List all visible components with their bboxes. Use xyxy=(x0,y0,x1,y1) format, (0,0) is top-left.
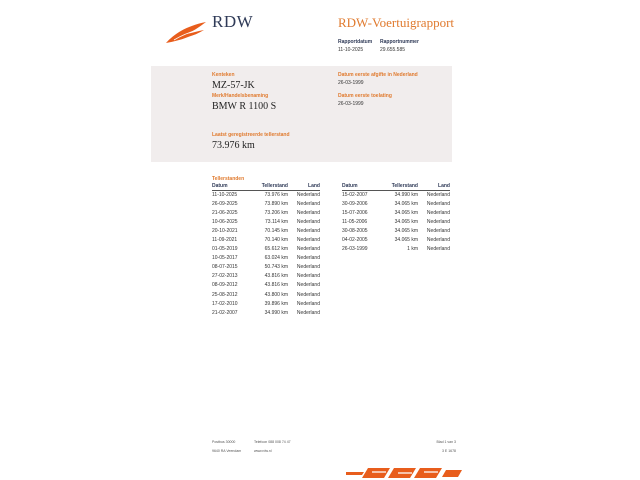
row-odometer: 39.896 km xyxy=(264,300,288,307)
row-date: 04-02-2005 xyxy=(342,237,368,244)
table-row xyxy=(342,245,450,254)
table-row xyxy=(342,226,450,235)
table-row xyxy=(212,290,320,299)
column-header-odometer: Tellerstand xyxy=(376,183,418,190)
table-header-row xyxy=(212,183,320,190)
footer-page: Blad 1 van 3 xyxy=(436,440,456,444)
row-country: Nederland xyxy=(296,209,320,216)
plate-field xyxy=(212,72,255,92)
footer-contact xyxy=(254,440,291,454)
plate-value: MZ-57-JK xyxy=(212,80,255,91)
row-country: Nederland xyxy=(296,273,320,280)
table-row xyxy=(212,308,320,317)
row-country: Nederland xyxy=(426,218,450,225)
row-date: 27-02-2013 xyxy=(212,273,238,280)
table-row xyxy=(212,254,320,263)
row-country: Nederland xyxy=(426,237,450,244)
first-nl-value: 26-03-1999 xyxy=(338,80,364,86)
row-country: Nederland xyxy=(296,300,320,307)
row-country: Nederland xyxy=(296,218,320,225)
row-odometer: 63.024 km xyxy=(264,255,288,262)
odometer-value: 73.976 km xyxy=(212,140,255,151)
row-date: 21-02-2007 xyxy=(212,309,238,316)
odometer-table-left xyxy=(212,183,320,317)
row-country: Nederland xyxy=(296,282,320,289)
row-country: Nederland xyxy=(296,237,320,244)
table-row xyxy=(342,190,450,199)
row-date: 30-09-2006 xyxy=(342,200,368,207)
row-country: Nederland xyxy=(296,246,320,253)
table-row xyxy=(212,263,320,272)
row-odometer: 34.065 km xyxy=(394,237,418,244)
row-date: 10-06-2025 xyxy=(212,218,238,225)
row-odometer: 70.140 km xyxy=(264,237,288,244)
row-odometer: 34.065 km xyxy=(394,200,418,207)
footer-phone: Telefoon 088 008 74 47 xyxy=(254,440,291,444)
column-header-date: Datum xyxy=(342,183,376,190)
table-row xyxy=(212,281,320,290)
footer-city: 9640 RA Veendam xyxy=(212,449,242,453)
row-date: 30-08-2005 xyxy=(342,227,368,234)
row-country: Nederland xyxy=(296,191,320,198)
footer-page-info xyxy=(420,440,456,454)
row-date: 17-02-2010 xyxy=(212,300,238,307)
row-odometer: 43.800 km xyxy=(264,291,288,298)
row-odometer: 73.976 km xyxy=(264,191,288,198)
odometer-section-title: Tellerstanden xyxy=(212,176,245,182)
footer-website[interactable]: www.rdw.nl xyxy=(254,449,272,453)
row-country: Nederland xyxy=(426,246,450,253)
table-row xyxy=(212,208,320,217)
table-row xyxy=(212,199,320,208)
table-header-row xyxy=(342,183,450,190)
row-odometer: 73.890 km xyxy=(264,200,288,207)
table-row xyxy=(342,235,450,244)
first-admission-label: Datum eerste toelating xyxy=(338,93,392,99)
footer-address xyxy=(212,440,241,454)
column-header-country: Land xyxy=(288,183,320,190)
odometer-label: Laatst geregistreerde tellerstand xyxy=(212,132,290,138)
row-date: 21-06-2025 xyxy=(212,209,238,216)
table-row xyxy=(212,299,320,308)
column-header-date: Datum xyxy=(212,183,246,190)
row-odometer: 34.065 km xyxy=(394,218,418,225)
row-odometer: 34.990 km xyxy=(394,191,418,198)
table-row xyxy=(212,217,320,226)
row-date: 10-05-2017 xyxy=(212,255,238,262)
footer-postbus: Postbus 30000 xyxy=(212,440,236,444)
row-odometer: 34.065 km xyxy=(394,227,418,234)
first-admission-field xyxy=(338,93,392,108)
rdw-stripes-icon xyxy=(346,466,462,480)
report-date-label: Rapportdatum xyxy=(338,39,373,45)
row-date: 26-03-1999 xyxy=(342,246,368,253)
row-date: 11-10-2025 xyxy=(212,191,238,198)
row-country: Nederland xyxy=(296,200,320,207)
row-country: Nederland xyxy=(426,191,450,198)
row-country: Nederland xyxy=(426,209,450,216)
row-odometer: 70.145 km xyxy=(264,227,288,234)
brand-value: BMW R 1100 S xyxy=(212,101,277,112)
first-nl-field xyxy=(338,72,418,87)
table-row xyxy=(342,208,450,217)
row-date: 15-07-2006 xyxy=(342,209,368,216)
brand-field xyxy=(212,93,276,113)
row-date: 11-09-2021 xyxy=(212,237,238,244)
report-date-block xyxy=(338,38,372,54)
table-row xyxy=(342,217,450,226)
row-country: Nederland xyxy=(426,200,450,207)
row-odometer: 43.816 km xyxy=(264,273,288,280)
row-date: 25-08-2012 xyxy=(212,291,238,298)
table-row xyxy=(212,245,320,254)
report-date: 11-10-2025 xyxy=(338,47,364,53)
table-row xyxy=(342,199,450,208)
report-number-label: Rapportnummer xyxy=(380,39,419,45)
column-header-country: Land xyxy=(418,183,450,190)
brand-label: Merk/Handelsbenaming xyxy=(212,93,269,99)
first-nl-label: Datum eerste afgifte in Nederland xyxy=(338,72,418,78)
row-date: 20-10-2021 xyxy=(212,227,238,234)
plate-label: Kenteken xyxy=(212,72,235,78)
report-number-block xyxy=(380,38,419,54)
table-row xyxy=(212,190,320,199)
row-date: 08-09-2012 xyxy=(212,282,238,289)
row-odometer: 43.816 km xyxy=(264,282,288,289)
table-row xyxy=(212,272,320,281)
first-admission-value: 26-03-1999 xyxy=(338,101,364,107)
row-date: 08-07-2015 xyxy=(212,264,238,271)
row-country: Nederland xyxy=(296,255,320,262)
odometer-table-right xyxy=(342,183,450,254)
row-date: 11-05-2006 xyxy=(342,218,368,225)
table-row xyxy=(212,226,320,235)
row-country: Nederland xyxy=(296,264,320,271)
row-country: Nederland xyxy=(296,291,320,298)
row-odometer: 73.114 km xyxy=(265,218,288,225)
row-odometer: 34.990 km xyxy=(264,309,288,316)
report-number: 29.655.585 xyxy=(380,47,406,53)
table-row xyxy=(212,235,320,244)
report-title: RDW-Voertuigrapport xyxy=(338,15,455,30)
row-odometer: 34.065 km xyxy=(394,209,418,216)
row-country: Nederland xyxy=(426,227,450,234)
row-odometer: 1 km xyxy=(407,246,418,253)
row-country: Nederland xyxy=(296,227,320,234)
logo-text: RDW xyxy=(212,12,254,31)
row-date: 15-02-2007 xyxy=(342,191,368,198)
row-date: 01-05-2019 xyxy=(212,246,238,253)
footer-code: 3 E 1678 xyxy=(441,449,456,453)
row-odometer: 65.612 km xyxy=(264,246,288,253)
column-header-odometer: Tellerstand xyxy=(246,183,288,190)
row-country: Nederland xyxy=(296,309,320,316)
rdw-logo-icon xyxy=(164,20,208,44)
odometer-field xyxy=(212,132,290,152)
row-date: 26-09-2025 xyxy=(212,200,238,207)
row-odometer: 73.206 km xyxy=(264,209,288,216)
row-odometer: 50.743 km xyxy=(264,264,288,271)
